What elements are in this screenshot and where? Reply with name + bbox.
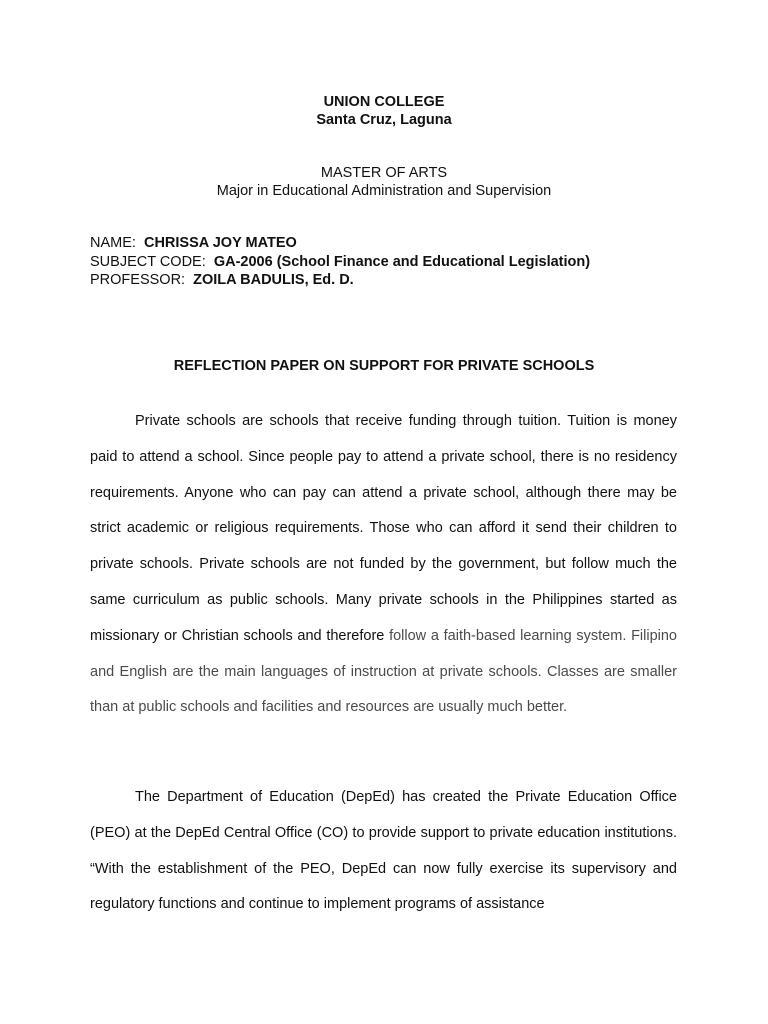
college-location: Santa Cruz, Laguna <box>316 112 452 128</box>
professor-row <box>90 271 590 290</box>
name-value: CHRISSA JOY MATEO <box>143 235 297 251</box>
paragraph-1-muted: follow a faith-based learning system. Filipino and English are the main languages of instruction at private schools. Classes are smaller than at public schools and facilities and resources are usually much better. <box>90 627 678 716</box>
subject-value: GA-2006 (School Finance and Educational Legislation) <box>213 253 591 270</box>
degree-header <box>0 164 768 200</box>
name-row <box>90 234 590 253</box>
paragraph-1-main: Private schools are schools that receive funding through tuition. Tuition is money paid to attend a school. Since people pay to attend a private school, there is no residency requirements. Anyone who can pay can attend a private school, although there may be strict academic or religious requirements. Those who can afford it send their children to private schools. Private schools are not funded by the government, but follow much the same curriculum as public schools. Many private schools in the Philippines started as missionary or Christian schools and therefore <box>90 413 677 644</box>
college-name: UNION COLLEGE <box>323 94 445 110</box>
subject-row <box>90 253 590 272</box>
paragraph-2: The Department of Education (DepEd) has created the Private Education Office (PEO) at the DepEd Central Office (CO) to provide support to private education institutions. “With the establishment of the PEO, DepEd can now fully exercise its supervisory and regulatory functions and continue to implement programs of assistance <box>90 789 677 913</box>
degree-title: MASTER OF ARTS <box>320 165 448 181</box>
professor-value: ZOILA BADULIS, Ed. D. <box>193 272 354 288</box>
student-info <box>90 234 590 290</box>
professor-label: PROFESSOR: <box>90 272 186 288</box>
subject-label: SUBJECT CODE: <box>90 253 206 270</box>
college-header <box>0 93 768 129</box>
degree-major: Major in Educational Administration and Supervision <box>216 183 552 199</box>
name-label: NAME: <box>90 235 136 251</box>
paragraph-1 <box>90 404 677 726</box>
paper-title: REFLECTION PAPER ON SUPPORT FOR PRIVATE SCHOOLS <box>173 358 595 374</box>
